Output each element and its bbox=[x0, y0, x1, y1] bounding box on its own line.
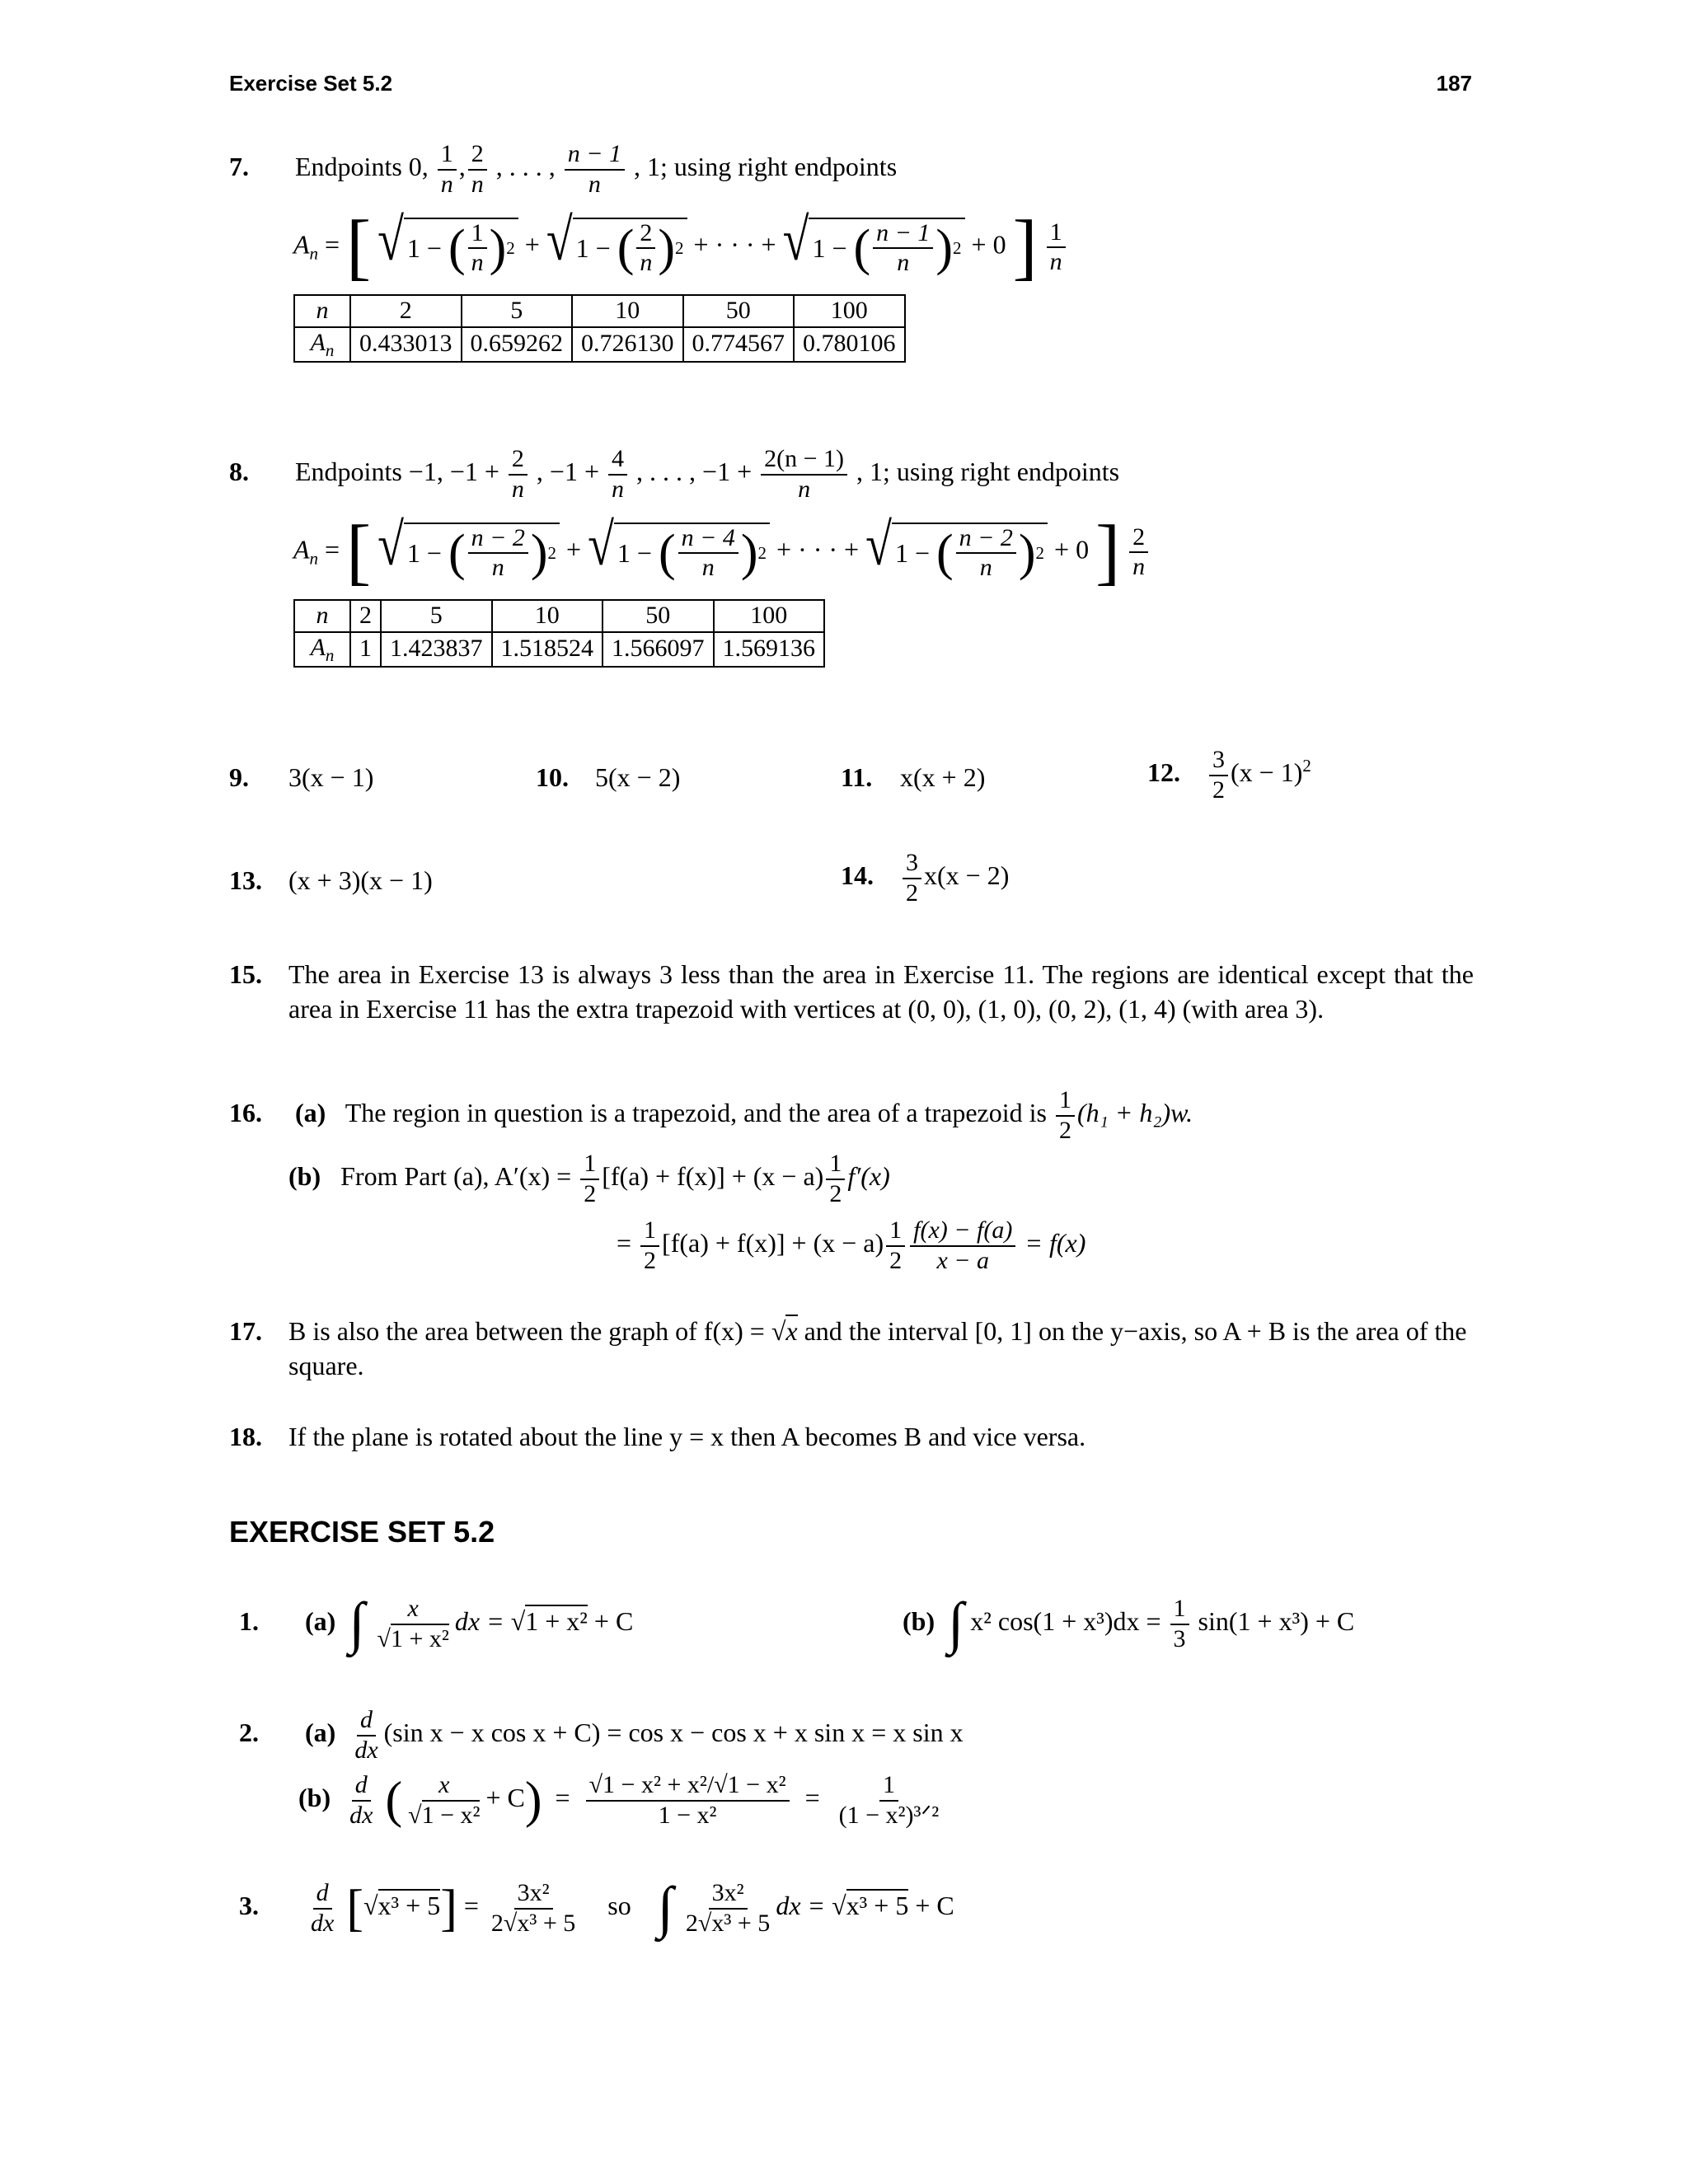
table-row: $A_n$ 0.433013 0.659262 0.726130 0.774567 0.780106 bbox=[294, 327, 905, 362]
exercise-10: 10. 5(x − 2) bbox=[536, 762, 681, 792]
section-exercise-3: 3. $\frac{d}{dx}$ [√x³ + 5] = $\frac{\text{3x²}}{\text{2√x³ + 5}}$ so ∫ $\frac{\text{3x²}}{\text{2√x³ + 5}}$ dx = √x³ + 5 + C bbox=[239, 1876, 954, 1940]
exercise-15: 15. The area in Exercise 13 is always 3 less than the area in Exercise 11. The regions are identical except that the area in Exercise 11 has the extra trapezoid with vertices at (0, 0), (1, 0), (0, 2), (1, 4) (with area 3). bbox=[229, 959, 1474, 1024]
page-number: 187 bbox=[1436, 71, 1472, 96]
formula-An: $A_n$ = [ √ 1 − ( $\frac{n - 2}{n}$ ) 2 + √ 1 − ( $\frac{n - 4}{n}$ ) 2 + · · · + √ 1 − ( $\frac{n - 2}{n}$ ) 2 + 0 ] $\frac{2}{n}$ bbox=[293, 515, 1151, 589]
section-exercise-1a: 1. (a) ∫ $\frac{x}{\text{√1 + x²}}$ dx = √1 + x² + C bbox=[239, 1591, 634, 1656]
exercise-14: 14. $\frac{3}{2}$ x(x − 2) bbox=[841, 849, 1010, 907]
exercise-17: 17. B is also the area between the graph of f(x) = √x and the interval [0, 1] on the y−axis, so A + B is the area of the square. bbox=[229, 1316, 1467, 1380]
exercise-7: 7. Endpoints 0, $\frac{1}{n}$ , $\frac{2}{n}$ , . . . , $\frac{n - 1}{n}$ , 1; using right endpoints $A_n$ = [ √ 1 − ( $\frac{1}{n}$ ) 2 + √ 1 − ( $\frac{2}{n}$ ) 2 + · · · + √ 1 − ( $\frac{n - 1}{n}$ ) 2 + 0 ] $\frac{1}{n}$ n 2 5 10 50 100 $A_n$ 0.433013 0.659262 0.726130 0.774567 0.780106 bbox=[229, 140, 1068, 363]
values-table-8 bbox=[293, 599, 825, 668]
exercise-18: 18. If the plane is rotated about the line y = x then A becomes B and vice versa. bbox=[229, 1422, 1086, 1451]
formula-An: $A_n$ = [ √ 1 − ( $\frac{1}{n}$ ) 2 + √ 1 − ( $\frac{2}{n}$ ) 2 + · · · + √ 1 − ( $\frac{n - 1}{n}$ ) 2 + 0 ] $\frac{1}{n}$ bbox=[293, 210, 1068, 284]
values-table-7 bbox=[293, 294, 906, 363]
table-row: n 2 5 10 50 100 bbox=[294, 600, 824, 632]
section-exercise-2: 2. (a) $\frac{d}{dx}$ (sin x − x cos x + C) = cos x − cos x + x sin x = x sin x (b) $\frac{d}{dx}$ ( $\frac{x}{\text{√1 − x²}}$ + C) = $\frac{\text{√1 − x² + x²/√1 − x²}}{\text{1 − x²}}$ = $\frac{1}{\text{(1 − x²)³ᐟ²}}$ bbox=[239, 1706, 964, 1829]
running-header: Exercise Set 5.2 bbox=[229, 71, 393, 96]
exercise-8: 8. Endpoints −1, −1 + $\frac{2}{n}$ , −1 + $\frac{4}{n}$ , . . . , −1 + $\frac{2(n - 1)}{n}$ , 1; using right endpoints $A_n$ = [ √ 1 − ( $\frac{n - 2}{n}$ ) 2 + √ 1 − ( $\frac{n - 4}{n}$ ) 2 + · · · + √ 1 − ( $\frac{n - 2}{n}$ ) 2 + 0 ] $\frac{2}{n}$ n 2 5 10 50 100 $A_n$ 1 1.423837 1.518524 1.566097 1.569136 bbox=[229, 445, 1151, 668]
exercise-16: 16. (a) The region in question is a trapezoid, and the area of a trapezoid is $\frac{1}{2}$ (h₁ + h₂)w. (b) From Part (a), A′(x) = $\frac{1}{2}$ [f(a) + f(x)] + (x − a) $\frac{1}{2}$ f′(x) = $\frac{1}{2}$ [f(a) + f(x)] + (x − a) $\frac{1}{2}$ $\frac{f(x) - f(a)}{x - a}$ = f(x) bbox=[229, 1086, 1193, 1274]
section-title: EXERCISE SET 5.2 bbox=[229, 1515, 495, 1549]
exercise-13: 13. (x + 3)(x − 1) bbox=[229, 865, 433, 895]
section-exercise-1b: (b) ∫ x² cos(1 + x³)dx = $\frac{1}{3}$ sin(1 + x³) + C bbox=[903, 1591, 1355, 1656]
table-row: n 2 5 10 50 100 bbox=[294, 295, 905, 327]
exercise-11: 11. x(x + 2) bbox=[841, 762, 986, 792]
exercise-number: 7. bbox=[229, 151, 249, 181]
table-row: $A_n$ 1 1.423837 1.518524 1.566097 1.569136 bbox=[294, 632, 824, 667]
exercise-12: 12. $\frac{3}{2}$ $(x - 1)^2$ bbox=[1147, 746, 1311, 804]
exercise-9: 9. 3(x − 1) bbox=[229, 762, 374, 792]
